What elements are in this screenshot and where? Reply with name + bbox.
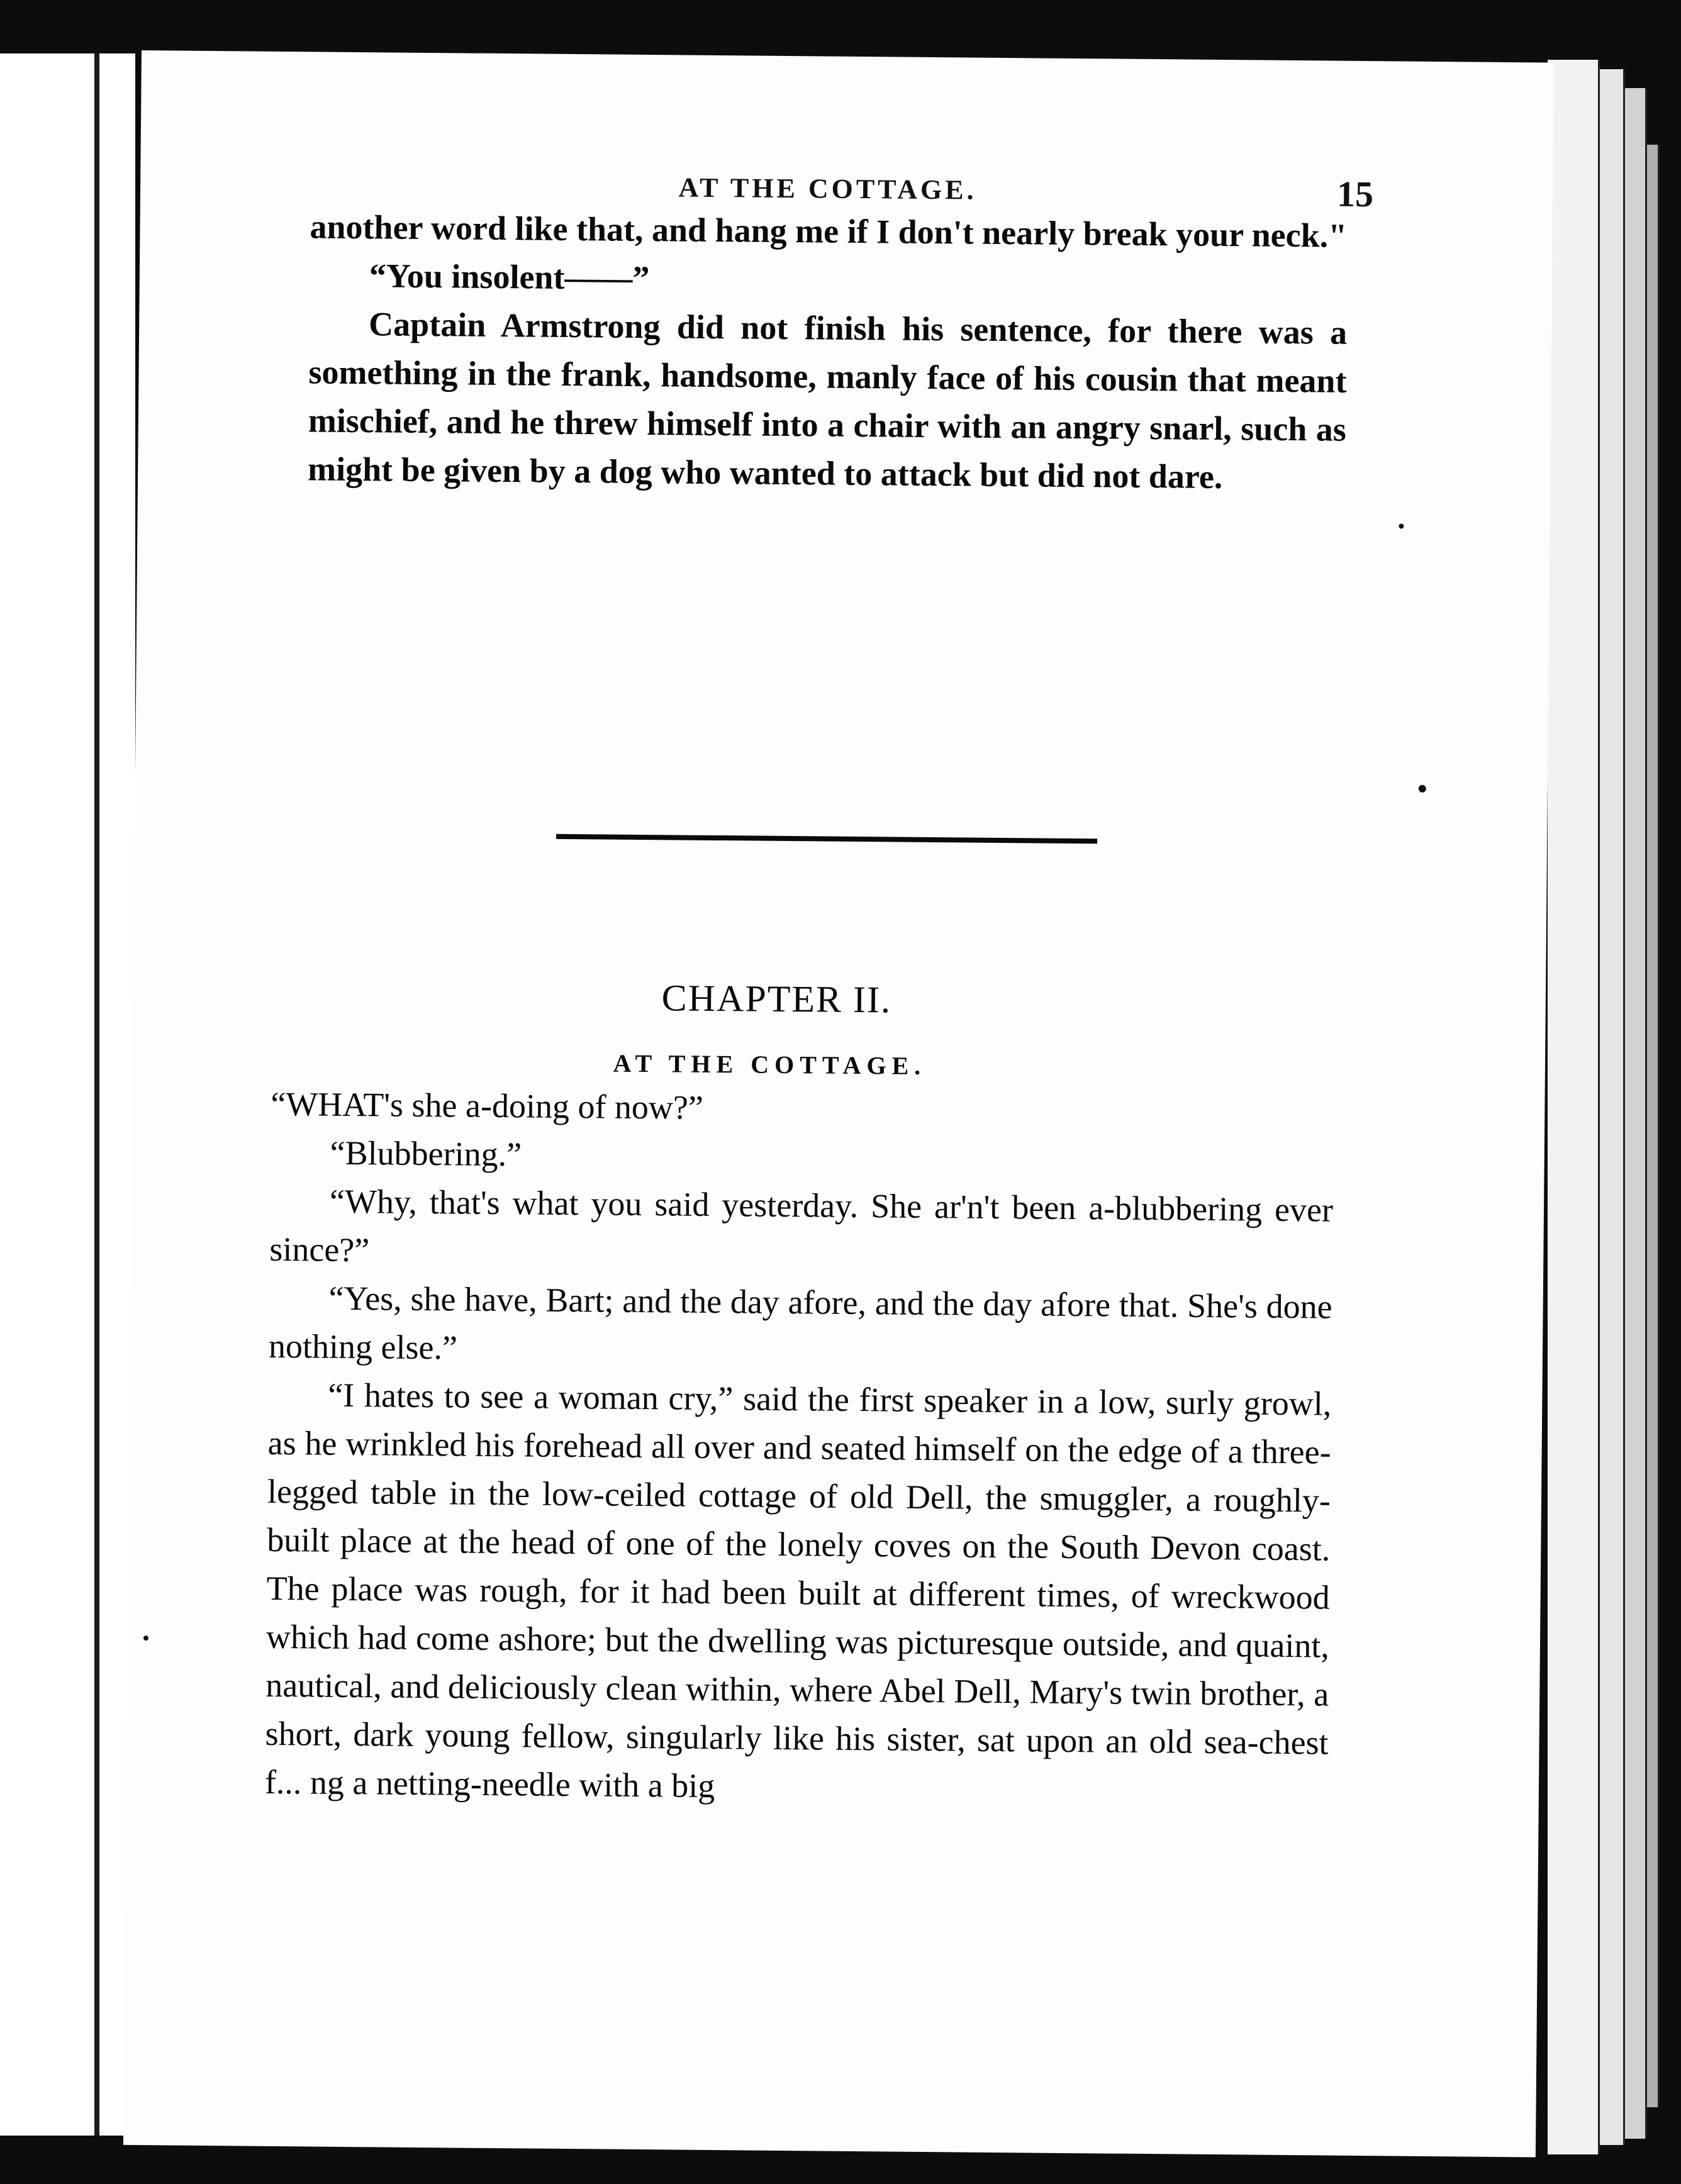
running-head: AT THE COTTAGE. <box>678 172 977 206</box>
book-page <box>123 50 1554 2157</box>
paragraph: Captain Armstrong did not finish his sentence, for there was a something in the frank, handsome, manly face of his cousin that meant mischief, and he threw himself into a chair with an angry snarl, such as might be given by a dog who wanted to attack but did not dare. <box>307 305 1348 496</box>
paragraph: “I hates to see a woman cry,” said the first speaker in a low, surly growl, as he wrinkled his forehead all over and seated himself on the edge of a three-legged table in the low-ceiled cottage of old Dell, the smuggler, a roughly-built place at the head of one of the lonely coves on the South Devon coast. The place was rough, for it had been built at different times, of wreckwood which had come ashore; but the dwelling was picturesque outside, and quaint, nautical, and deliciously clean within, where Abel Dell, Mary's twin brother, a short, dark young fellow, singularly like his sister, sat upon an old sea-chest f... ng a netting-needle with a big <box>264 1376 1332 1805</box>
paragraph: “WHAT's she a-doing of now?” <box>271 1084 704 1127</box>
page-number: 15 <box>1336 173 1374 215</box>
book-gutter <box>94 53 99 2136</box>
chapter-subtitle: AT THE COTTAGE. <box>613 1049 927 1080</box>
paragraph: “Blubbering.” <box>330 1134 522 1174</box>
paragraph: “You insolent——” <box>369 257 650 298</box>
paragraph: another word like that, and hang me if I don't nearly break your neck." <box>310 208 1348 255</box>
ink-speck <box>1419 785 1426 793</box>
paragraph: “Yes, she have, Bart; and the day afore, and the day afore that. She's done nothing else.” <box>268 1279 1332 1367</box>
page-stack-edge <box>1548 60 1600 2154</box>
ink-speck <box>143 1635 148 1641</box>
facing-page-edge <box>0 53 144 2136</box>
chapter-title: CHAPTER II. <box>661 977 892 1021</box>
continued-text <box>308 203 1348 502</box>
section-divider <box>556 834 1097 844</box>
ink-speck <box>1399 523 1404 528</box>
paragraph: “Why, that's what you said yesterday. She ar'n't been a-blubbering ever since?” <box>269 1182 1334 1269</box>
chapter-text <box>265 1080 1334 1816</box>
